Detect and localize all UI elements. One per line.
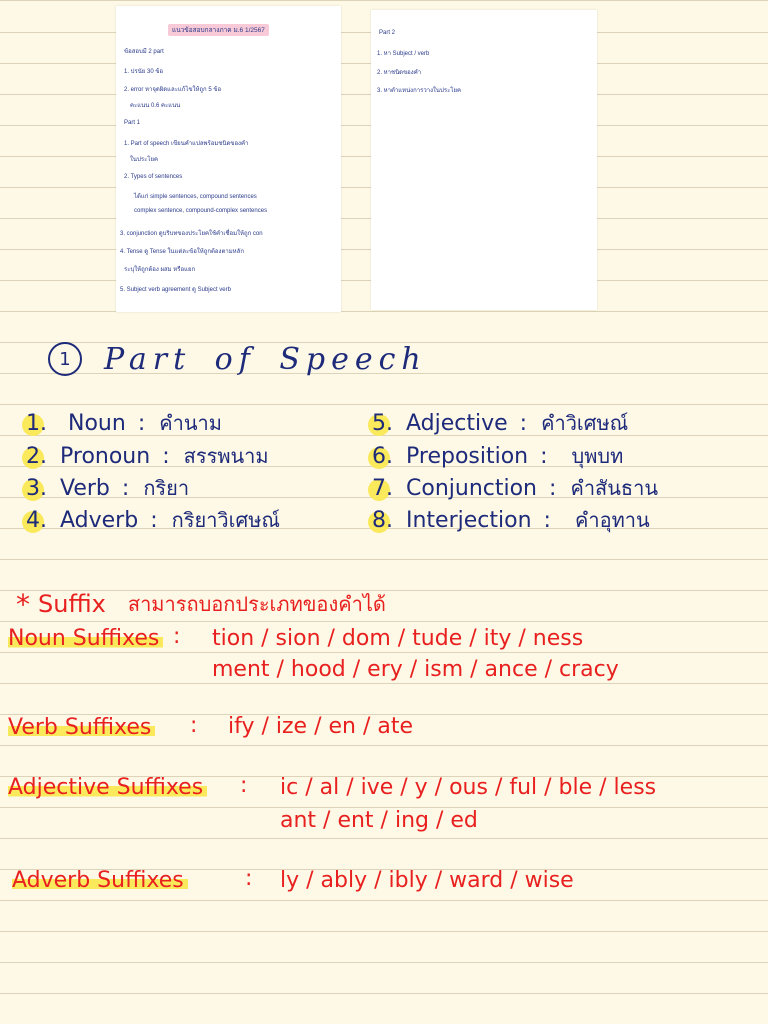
pos-number: 3. xyxy=(26,476,60,501)
section-title: Part of Speech xyxy=(104,341,427,377)
adjective-suffixes-colon: : xyxy=(240,773,248,798)
pos-number: 6. xyxy=(372,444,406,469)
note-line: 2. Types of sentences xyxy=(124,174,183,180)
note-line: Part 1 xyxy=(124,120,141,126)
note-line: 3. หาตำแหน่งการวางในประโยค xyxy=(377,88,462,94)
pos-item-preposition xyxy=(372,441,623,471)
note-line: ข้อสอบมี 2 part xyxy=(124,49,164,55)
note-line: ได้แก่ simple sentences, compound sentences xyxy=(134,194,257,200)
note-line: complex sentence, compound-complex sentences xyxy=(134,208,268,214)
pos-separator: : xyxy=(543,507,551,533)
verb-suffixes-line-1: ify / ize / en / ate xyxy=(228,714,414,739)
note-title: แนวข้อสอบกลางภาค ม.6 1/2567 xyxy=(168,24,269,36)
verb-suffixes-colon: : xyxy=(190,713,198,738)
pos-thai: บุพบท xyxy=(571,444,624,468)
note-line: 1. หา Subject / verb xyxy=(377,51,430,57)
pos-item-adverb xyxy=(26,505,280,535)
suffix-title: Suffix xyxy=(38,590,106,618)
pos-separator: : xyxy=(540,443,548,469)
pos-thai: กริยาวิเศษณ์ xyxy=(171,508,280,532)
adverb-suffixes-label: Adverb Suffixes xyxy=(12,868,188,893)
pos-thai: คำวิเศษณ์ xyxy=(541,411,629,435)
pos-number: 7. xyxy=(372,476,406,501)
suffix-description: สามารถบอกประเภทของคำได้ xyxy=(127,592,386,616)
note-line: 5. Subject verb agreement ดู Subject verb xyxy=(120,287,231,293)
pos-english: Pronoun xyxy=(60,443,151,469)
pos-number: 2. xyxy=(26,444,60,469)
pos-english: Preposition xyxy=(406,443,529,469)
pos-thai: คำนาม xyxy=(159,411,222,435)
note-page-left xyxy=(116,6,341,312)
note-line: 1. Part of speech เขียนคำแปลพร้อมชนิดของคำ xyxy=(124,141,249,147)
note-line: 2. หาชนิดของคำ xyxy=(377,70,422,76)
adverb-suffixes-line-1: ly / ably / ibly / ward / wise xyxy=(280,868,574,893)
note-line: 2. error หาจุดผิดและแก้ไขให้ถูก 5 ข้อ xyxy=(124,87,222,93)
noun-suffixes-colon: : xyxy=(173,624,181,649)
pos-english: Conjunction xyxy=(406,475,538,501)
note-line: ระบุให้ถูกต้อง ผสม หรือแยก xyxy=(124,267,196,273)
note-line: คะแนน 0.6 คะแนน xyxy=(130,103,181,109)
note-line: 3. conjunction ดูบริบทของประโยคใช้คำเชื่อมให้ถูก con xyxy=(120,231,263,237)
adverb-suffixes-colon: : xyxy=(245,866,253,891)
pos-english: Verb xyxy=(60,475,110,501)
pos-thai: คำสันธาน xyxy=(570,476,659,500)
pos-number: 4. xyxy=(26,508,60,533)
pos-separator: : xyxy=(150,507,158,533)
pos-number: 5. xyxy=(372,411,406,436)
note-line: 4. Tense ดู Tense ในแต่ละข้อให้ถูกต้องตามหลัก xyxy=(120,249,244,255)
section-number-circle: 1 xyxy=(48,342,82,376)
pos-separator: : xyxy=(549,475,557,501)
note-line: 1. ปรนัย 30 ข้อ xyxy=(124,69,164,75)
pos-separator: : xyxy=(121,475,130,501)
note-page-right xyxy=(371,10,597,310)
adjective-suffixes-line-1: ic / al / ive / y / ous / ful / ble / less xyxy=(280,775,657,800)
suffix-heading xyxy=(16,588,386,620)
adjective-suffixes-line-2: ant / ent / ing / ed xyxy=(280,808,478,833)
pos-item-interjection xyxy=(372,505,650,535)
noun-suffixes-label: Noun Suffixes xyxy=(8,626,163,651)
pos-item-pronoun xyxy=(26,441,269,471)
star-icon: * xyxy=(16,587,30,621)
pos-english: Adjective xyxy=(406,410,508,436)
pos-english: Noun xyxy=(68,410,126,436)
noun-suffixes-line-1: tion / sion / dom / tude / ity / ness xyxy=(212,626,584,651)
pos-separator: : xyxy=(519,410,528,436)
pos-item-adjective xyxy=(372,408,628,438)
pos-item-conjunction xyxy=(372,473,658,503)
pos-thai: กริยา xyxy=(143,476,190,500)
pos-separator: : xyxy=(137,410,146,436)
pos-number: 8. xyxy=(372,508,406,533)
pos-separator: : xyxy=(162,443,170,469)
note-line: ในประโยค xyxy=(130,157,159,163)
pos-thai: คำอุทาน xyxy=(574,508,650,532)
note-line: Part 2 xyxy=(379,30,396,36)
verb-suffixes-label: Verb Suffixes xyxy=(8,715,155,740)
pos-english: Adverb xyxy=(60,507,139,533)
pos-thai: สรรพนาม xyxy=(183,444,269,468)
pos-item-noun xyxy=(26,408,222,438)
pos-english: Interjection xyxy=(406,507,532,533)
noun-suffixes-line-2: ment / hood / ery / ism / ance / cracy xyxy=(212,657,619,682)
pos-number: 1. xyxy=(26,411,60,436)
section-heading xyxy=(48,334,427,384)
pos-item-verb xyxy=(26,473,189,503)
adjective-suffixes-label: Adjective Suffixes xyxy=(8,775,207,800)
